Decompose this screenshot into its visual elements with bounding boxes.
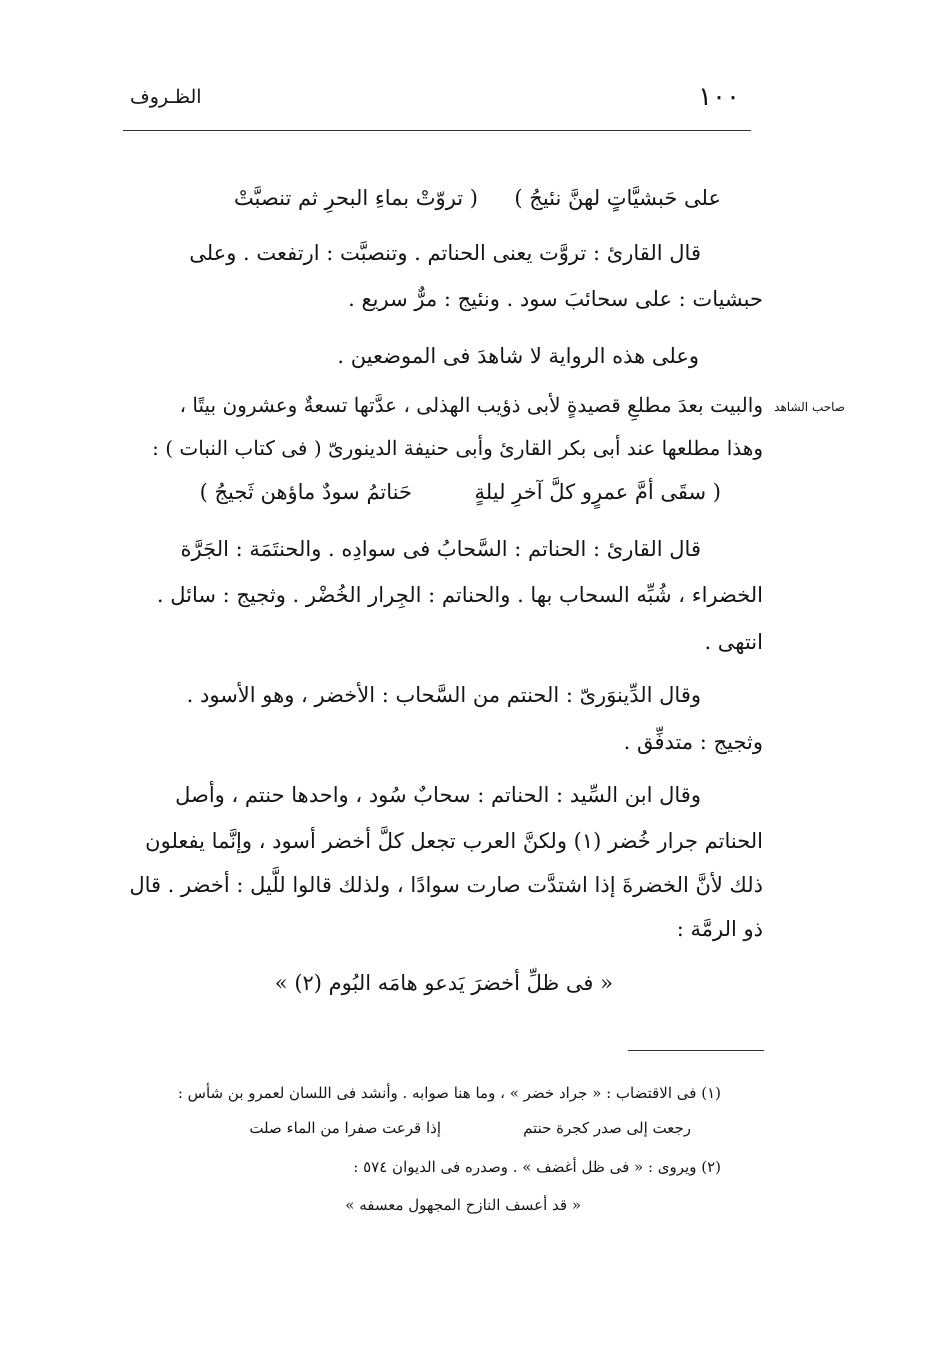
paragraph-line: وقال ابن السِّيد : الحناتم : سحابٌ سُود ، واحدها حنتم ، وأصل — [175, 783, 701, 807]
paragraph-line: وعلى هذه الرواية لا شاهدَ فى الموضعين . — [337, 344, 699, 368]
verse2-second-hemistich: حَناتمُ سودٌ ماؤهن ثَجيجُ ) — [199, 480, 412, 504]
paragraph-line: ذلك لأنَّ الخضرةَ إذا اشتدَّت صارت سوادًا ، ولذلك قالوا للَّيل : أخضر . قال — [129, 873, 763, 897]
footnote-2: (٢) ويروى : « فى ظل أغضف » . وصدره فى الديوان ٥٧٤ : — [353, 1158, 721, 1176]
paragraph-line: انتهى . — [704, 630, 763, 654]
footnote-1-verse-second: إذا قرعت صفرا من الماء صلت — [249, 1119, 441, 1137]
verse1-second-hemistich: على حَبشيَّاتٍ لهنَّ نئيجُ ) — [514, 186, 721, 210]
footnote-rule — [628, 1050, 764, 1051]
footnote-1-verse-first: رجعت إلى صدر كجرة حنتم — [523, 1119, 691, 1137]
paragraph-line: قال القارئ : تروَّت يعنى الحناتم . وتنصبَّت : ارتفعت . وعلى — [189, 241, 701, 265]
paragraph-line: وهذا مطلعها عند أبى بكر القارئ وأبى حنيفة الدينورىّ ( فى كتاب النبات ) : — [152, 436, 763, 460]
verse1-first-hemistich: ( تروّتْ بماءِ البحرِ ثم تنصبَّتْ — [233, 186, 478, 210]
paragraph-line: حبشيات : على سحائبَ سود . ونئيج : مرٌّ سريع . — [348, 287, 763, 311]
header-rule — [123, 130, 751, 131]
running-title: الظـروف — [130, 86, 202, 108]
footnote-2-verse: « قد أعسف النازح المجهول معسفه » — [345, 1196, 581, 1214]
footnote-1: (١) فى الاقتضاب : « جراد خضر » ، وما هنا صوابه . وأنشد فى اللسان لعمرو بن شأس : — [177, 1084, 721, 1102]
paragraph-line: ذو الرمَّة : — [676, 917, 763, 941]
page-number: ١٠٠ — [698, 82, 740, 112]
paragraph-line: وقال الدِّينوَرىّ : الحنتم من السَّحاب : الأخضر ، وهو الأسود . — [186, 683, 701, 707]
verse2-first-hemistich: ( سقَى أمَّ عمرٍو كلَّ آخرِ ليلةٍ — [474, 480, 721, 504]
paragraph-line: وثجيج : متدفِّق . — [623, 730, 763, 754]
paragraph-line: قال القارئ : الحناتم : السَّحابُ فى سوادِه . والحنتَمَة : الجَرَّة — [180, 537, 701, 561]
paragraph-line: الخضراء ، شُبِّه السحاب بها . والحناتم : الجِرار الخُضْر . وثجيج : سائل . — [156, 583, 763, 607]
paragraph-line: الحناتم جرار خُضر (١) ولكنَّ العرب تجعل كلَّ أخضر أسود ، وإنَّما يفعلون — [145, 829, 763, 853]
margin-note: صاحب الشاهد — [774, 400, 845, 414]
paragraph-line: والبيت بعدَ مطلعِ قصيدةٍ لأبى ذؤيب الهذلى ، عدَّتها تسعةٌ وعشرون بيتًا ، — [179, 393, 763, 417]
verse3: « فى ظلِّ أخضرَ يَدعو هامَه البُوم (٢) » — [274, 971, 613, 995]
